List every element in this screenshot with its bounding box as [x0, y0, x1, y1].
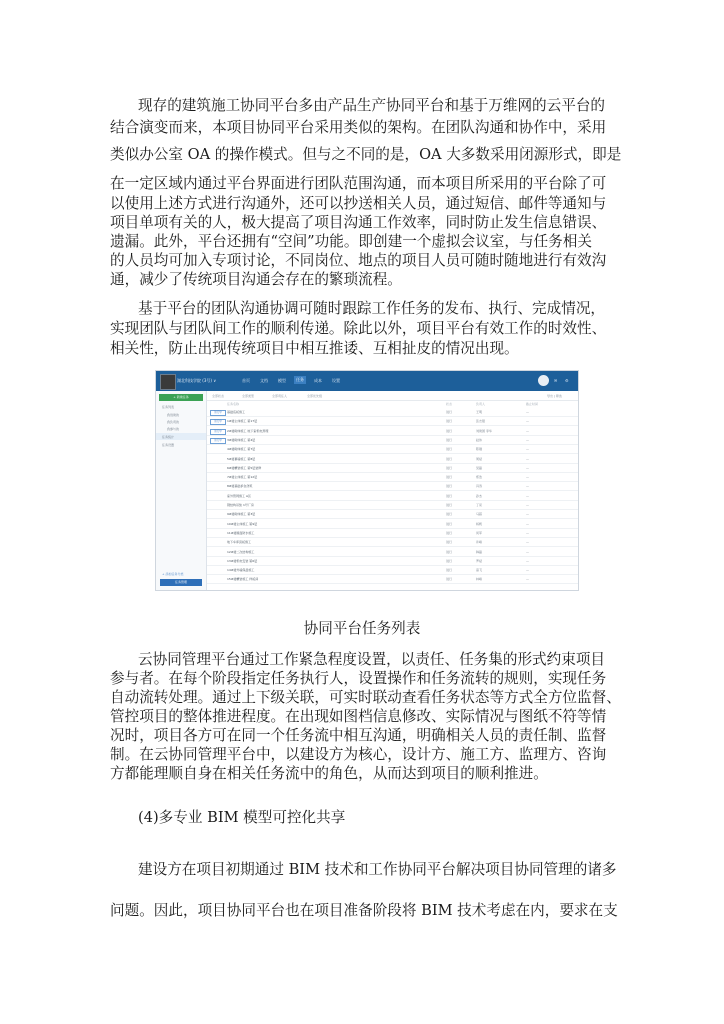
- sidebar-item: 我负责的: [167, 420, 180, 424]
- task-row: [207, 409, 578, 417]
- sidebar-item: 任务列表: [162, 405, 175, 409]
- filter-bar: [207, 392, 578, 401]
- paragraph3-line: 方都能理顺自身在相关任务流中的角色，从而达到项目的顺利推进。: [110, 765, 548, 782]
- task-due: —: [526, 493, 529, 498]
- task-name: 室外管网施工 A区: [227, 493, 252, 498]
- task-due: —: [526, 447, 529, 452]
- task-row: [207, 446, 578, 454]
- task-owner: 丁亮: [476, 503, 483, 507]
- platform-sidebar: [156, 391, 207, 590]
- task-owner: 郑浩: [476, 475, 483, 480]
- task-status: 进行: [446, 530, 453, 535]
- paragraph3-line: 云协同管理平台通过工作紧急程度设置，以责任、任务集的形式约束项目: [138, 651, 606, 668]
- task-name: 9#楼砌体施工 第3层: [227, 512, 256, 517]
- task-owner: 韩磊: [476, 549, 483, 554]
- paragraph1-line: 在一定区域内通过平台界面进行团队范围沟通，而本项目所采用的平台除了可: [110, 175, 607, 192]
- column-header: 截止时间: [526, 402, 539, 406]
- task-tag: 进行中: [210, 419, 226, 425]
- task-due: —: [526, 419, 529, 424]
- task-owner: 马超: [476, 512, 483, 517]
- task-owner: 何军: [476, 530, 483, 535]
- task-name: 11#楼屋面防水施工: [227, 530, 255, 535]
- task-owner: 刘建国 李华: [476, 428, 492, 433]
- task-owner: 林峰: [476, 577, 483, 582]
- filter-actions: 导出 | 筛选: [547, 394, 562, 398]
- task-due: —: [526, 558, 529, 563]
- task-row: [207, 474, 578, 482]
- paragraph3-line: 管控项目的整体推进程度。在出现如图档信息修改、实际情况与图纸不符等情: [110, 708, 607, 725]
- task-row: [207, 493, 578, 501]
- project-name: 湖北科技学院 (3号) ∨: [177, 378, 217, 383]
- task-row: [207, 521, 578, 529]
- paragraph1-line: 通，减少了传统项目沟通会存在的繁琐流程。: [110, 271, 402, 288]
- task-name: 1#楼主体施工 第17层: [227, 419, 258, 424]
- paragraph3-line: 况时，项目各方可在同一个任务流中相互沟通，明确相关人员的责任制、监督: [110, 727, 607, 744]
- task-name: 基础底板施工: [227, 410, 246, 414]
- task-owner: 张志强: [476, 419, 486, 424]
- task-status: 进行: [446, 549, 453, 554]
- task-status: 进行: [446, 493, 453, 498]
- sidebar-item: 我参与的: [167, 427, 180, 431]
- task-owner: 周斌: [476, 456, 483, 461]
- task-row: [207, 456, 578, 464]
- filter-priority: 全部优先级: [307, 394, 323, 398]
- task-row: [207, 428, 578, 436]
- paragraph2-line: 基于平台的团队沟通协调可随时跟踪工作任务的发布、执行、完成情况，: [138, 300, 606, 317]
- task-name: 10#楼主体施工 第9层: [227, 521, 258, 526]
- task-name: 15#楼精装施工 样板间: [227, 577, 259, 582]
- bell-icon: ✉: [554, 378, 558, 383]
- task-name: 4#楼砌体施工 第7层: [227, 447, 256, 452]
- task-status: 进行: [446, 558, 453, 563]
- task-name: 6#楼精装施工 第5层装修: [227, 465, 262, 470]
- nav-cost: 成本: [314, 378, 322, 383]
- task-status: 进行: [446, 437, 453, 442]
- task-due: —: [526, 549, 529, 554]
- task-due: —: [526, 437, 529, 442]
- task-owner: 杨帆: [476, 521, 483, 526]
- nav-settings: 设置: [332, 378, 340, 383]
- platform-topbar: [156, 371, 578, 391]
- task-due: —: [526, 484, 529, 489]
- paragraph4-line: 问题。因此，项目协同平台也在项目准备阶段将 BIM 技术考虑在内，要求在支: [110, 902, 618, 919]
- paragraph3-line: 自动流转处理。通过上下级关联，可实时联动查看任务状态等方式全方位监督、: [110, 689, 621, 706]
- task-due: —: [526, 456, 529, 461]
- user-avatar: [538, 375, 549, 386]
- paragraph1-line: 类似办公室 OA 的操作模式。但与之不同的是，OA 大多数采用闭源形式，即是: [110, 146, 622, 163]
- task-name: 钢结构吊装 1号厂房: [227, 503, 254, 507]
- task-row: [207, 502, 578, 510]
- task-due: —: [526, 577, 529, 582]
- task-row: [207, 567, 578, 575]
- task-row: [207, 483, 578, 491]
- task-due: —: [526, 568, 529, 573]
- sidebar-item: 我创建的: [167, 413, 180, 417]
- task-due: —: [526, 530, 529, 535]
- task-row: [207, 539, 578, 547]
- task-status: 进行: [446, 428, 453, 433]
- task-owner: 吴磊: [476, 465, 483, 470]
- task-name: 地下车库顶板施工: [227, 540, 252, 545]
- task-row: [207, 576, 578, 584]
- paragraph1-line: 结合演变而来，本项目协同平台采用类似的架构。在团队沟通和协作中，采用: [110, 119, 607, 136]
- sidebar-add-link: + 添加任务分类: [162, 572, 184, 576]
- task-name: 14#楼外墙保温施工: [227, 568, 255, 573]
- paragraph3-line: 参与者。在每个阶段指定任务执行人，设置操作和任务流转的规则，实现任务: [110, 670, 607, 687]
- task-owner: 高飞: [476, 568, 483, 573]
- task-tag: 进行中: [210, 438, 226, 444]
- task-name: 12#楼二次结构施工: [227, 549, 255, 554]
- task-owner: 罗斌: [476, 558, 483, 563]
- task-status: 进行: [446, 465, 453, 470]
- task-status: 进行: [446, 503, 453, 507]
- figure-caption: 协同平台任务列表: [303, 620, 421, 637]
- task-status: 进行: [446, 456, 453, 461]
- task-due: —: [526, 465, 529, 470]
- task-due: —: [526, 540, 529, 545]
- task-status: 进行: [446, 447, 453, 452]
- paragraph2-line: 实现团队与团队间工作的顺利传递。除此以外，项目平台有效工作的时效性、: [110, 320, 607, 337]
- task-status: 进行: [446, 512, 453, 517]
- task-row: [207, 465, 578, 473]
- column-header: 任务名称: [227, 402, 240, 406]
- sidebar-item: 任务设置: [162, 443, 175, 447]
- nav-model: 模型: [278, 378, 286, 383]
- paragraph2-line: 相关性，防止出现传统项目中相互推诿、互相扯皮的情况出现。: [110, 340, 519, 357]
- paragraph1-line: 项目单项有关的人，极大提高了项目沟通工作效率，同时防止发生信息错误、: [110, 214, 607, 231]
- task-status: 进行: [446, 540, 453, 545]
- task-status: 进行: [446, 568, 453, 573]
- column-header: 状态: [446, 402, 453, 406]
- task-owner: 孙杰: [476, 493, 483, 498]
- nav-home: 首页: [242, 378, 250, 383]
- nav-tasks: 任务: [296, 377, 304, 382]
- section-heading: (4)多专业 BIM 模型可控化共享: [138, 809, 346, 826]
- task-status: 进行: [446, 577, 453, 582]
- task-status: 进行: [446, 475, 453, 480]
- task-row: [207, 437, 578, 445]
- paragraph1-line: 的人员均可加入专项讨论，不同岗位、地点的项目人员可随时随地进行有效沟: [110, 252, 607, 269]
- sidebar-item: 任务统计: [162, 435, 175, 439]
- gear-icon: ⚙: [565, 378, 569, 383]
- task-due: —: [526, 475, 529, 480]
- paragraph1-line: 现存的建筑施工协同平台多由产品生产协同平台和基于万维网的云平台的: [138, 97, 606, 114]
- project-logo: [160, 374, 176, 390]
- task-due: —: [526, 428, 529, 433]
- task-owner: 王明: [476, 410, 483, 414]
- paragraph4-line: 建设方在项目初期通过 BIM 技术和工作协同平台解决项目协同管理的诸多: [138, 861, 617, 878]
- task-row: [207, 511, 578, 519]
- paragraph1-line: 遗漏。此外，平台还拥有“空间”功能。即创建一个虚拟会议室，与任务相关: [110, 233, 592, 250]
- task-row: [207, 418, 578, 426]
- task-list-screenshot: [155, 370, 579, 591]
- task-owner: 赵伟: [476, 437, 483, 442]
- task-name: 3#楼砌体施工 第4层: [227, 437, 256, 442]
- nav-docs: 文档: [260, 378, 268, 383]
- task-name: 5#楼幕墙施工 第8层: [227, 456, 256, 461]
- task-row: [207, 530, 578, 538]
- filter-status: 全部状态: [212, 394, 225, 398]
- filter-type: 全部类型: [242, 394, 255, 398]
- task-due: —: [526, 512, 529, 517]
- new-task-button: + 新建任务: [159, 394, 203, 401]
- task-status: 进行: [446, 484, 453, 489]
- paragraph1-line: 以使用上述方式进行沟通外，还可以抄送相关人员，通过短信、邮件等通知与: [110, 195, 607, 212]
- task-due: —: [526, 503, 529, 507]
- task-due: —: [526, 521, 529, 526]
- task-due: —: [526, 410, 529, 414]
- task-owner: 冯涛: [476, 484, 483, 489]
- task-tag: 进行中: [210, 410, 226, 416]
- task-owner: 许峰: [476, 540, 483, 545]
- column-header: 负责人: [476, 402, 486, 406]
- task-name: 8#楼基础承台浇筑: [227, 484, 253, 489]
- task-owner: 陈刚: [476, 447, 483, 452]
- filter-owner: 全部责任人: [272, 394, 288, 398]
- task-name: 7#楼主体施工 第12层: [227, 475, 258, 480]
- task-name: 2#楼砌体施工 地下室机电预埋: [227, 428, 269, 433]
- task-name: 13#楼机电安装 第6层: [227, 558, 258, 563]
- task-status: 进行: [446, 410, 453, 414]
- sidebar-bottom-button: 任务管理: [160, 579, 202, 586]
- task-row: [207, 549, 578, 557]
- task-row: [207, 558, 578, 566]
- task-status: 进行: [446, 521, 453, 526]
- task-status: 进行: [446, 419, 453, 424]
- paragraph3-line: 制。在云协同管理平台中，以建设方为核心，设计方、施工方、监理方、咨询: [110, 746, 607, 763]
- task-tag: 进行中: [210, 429, 226, 435]
